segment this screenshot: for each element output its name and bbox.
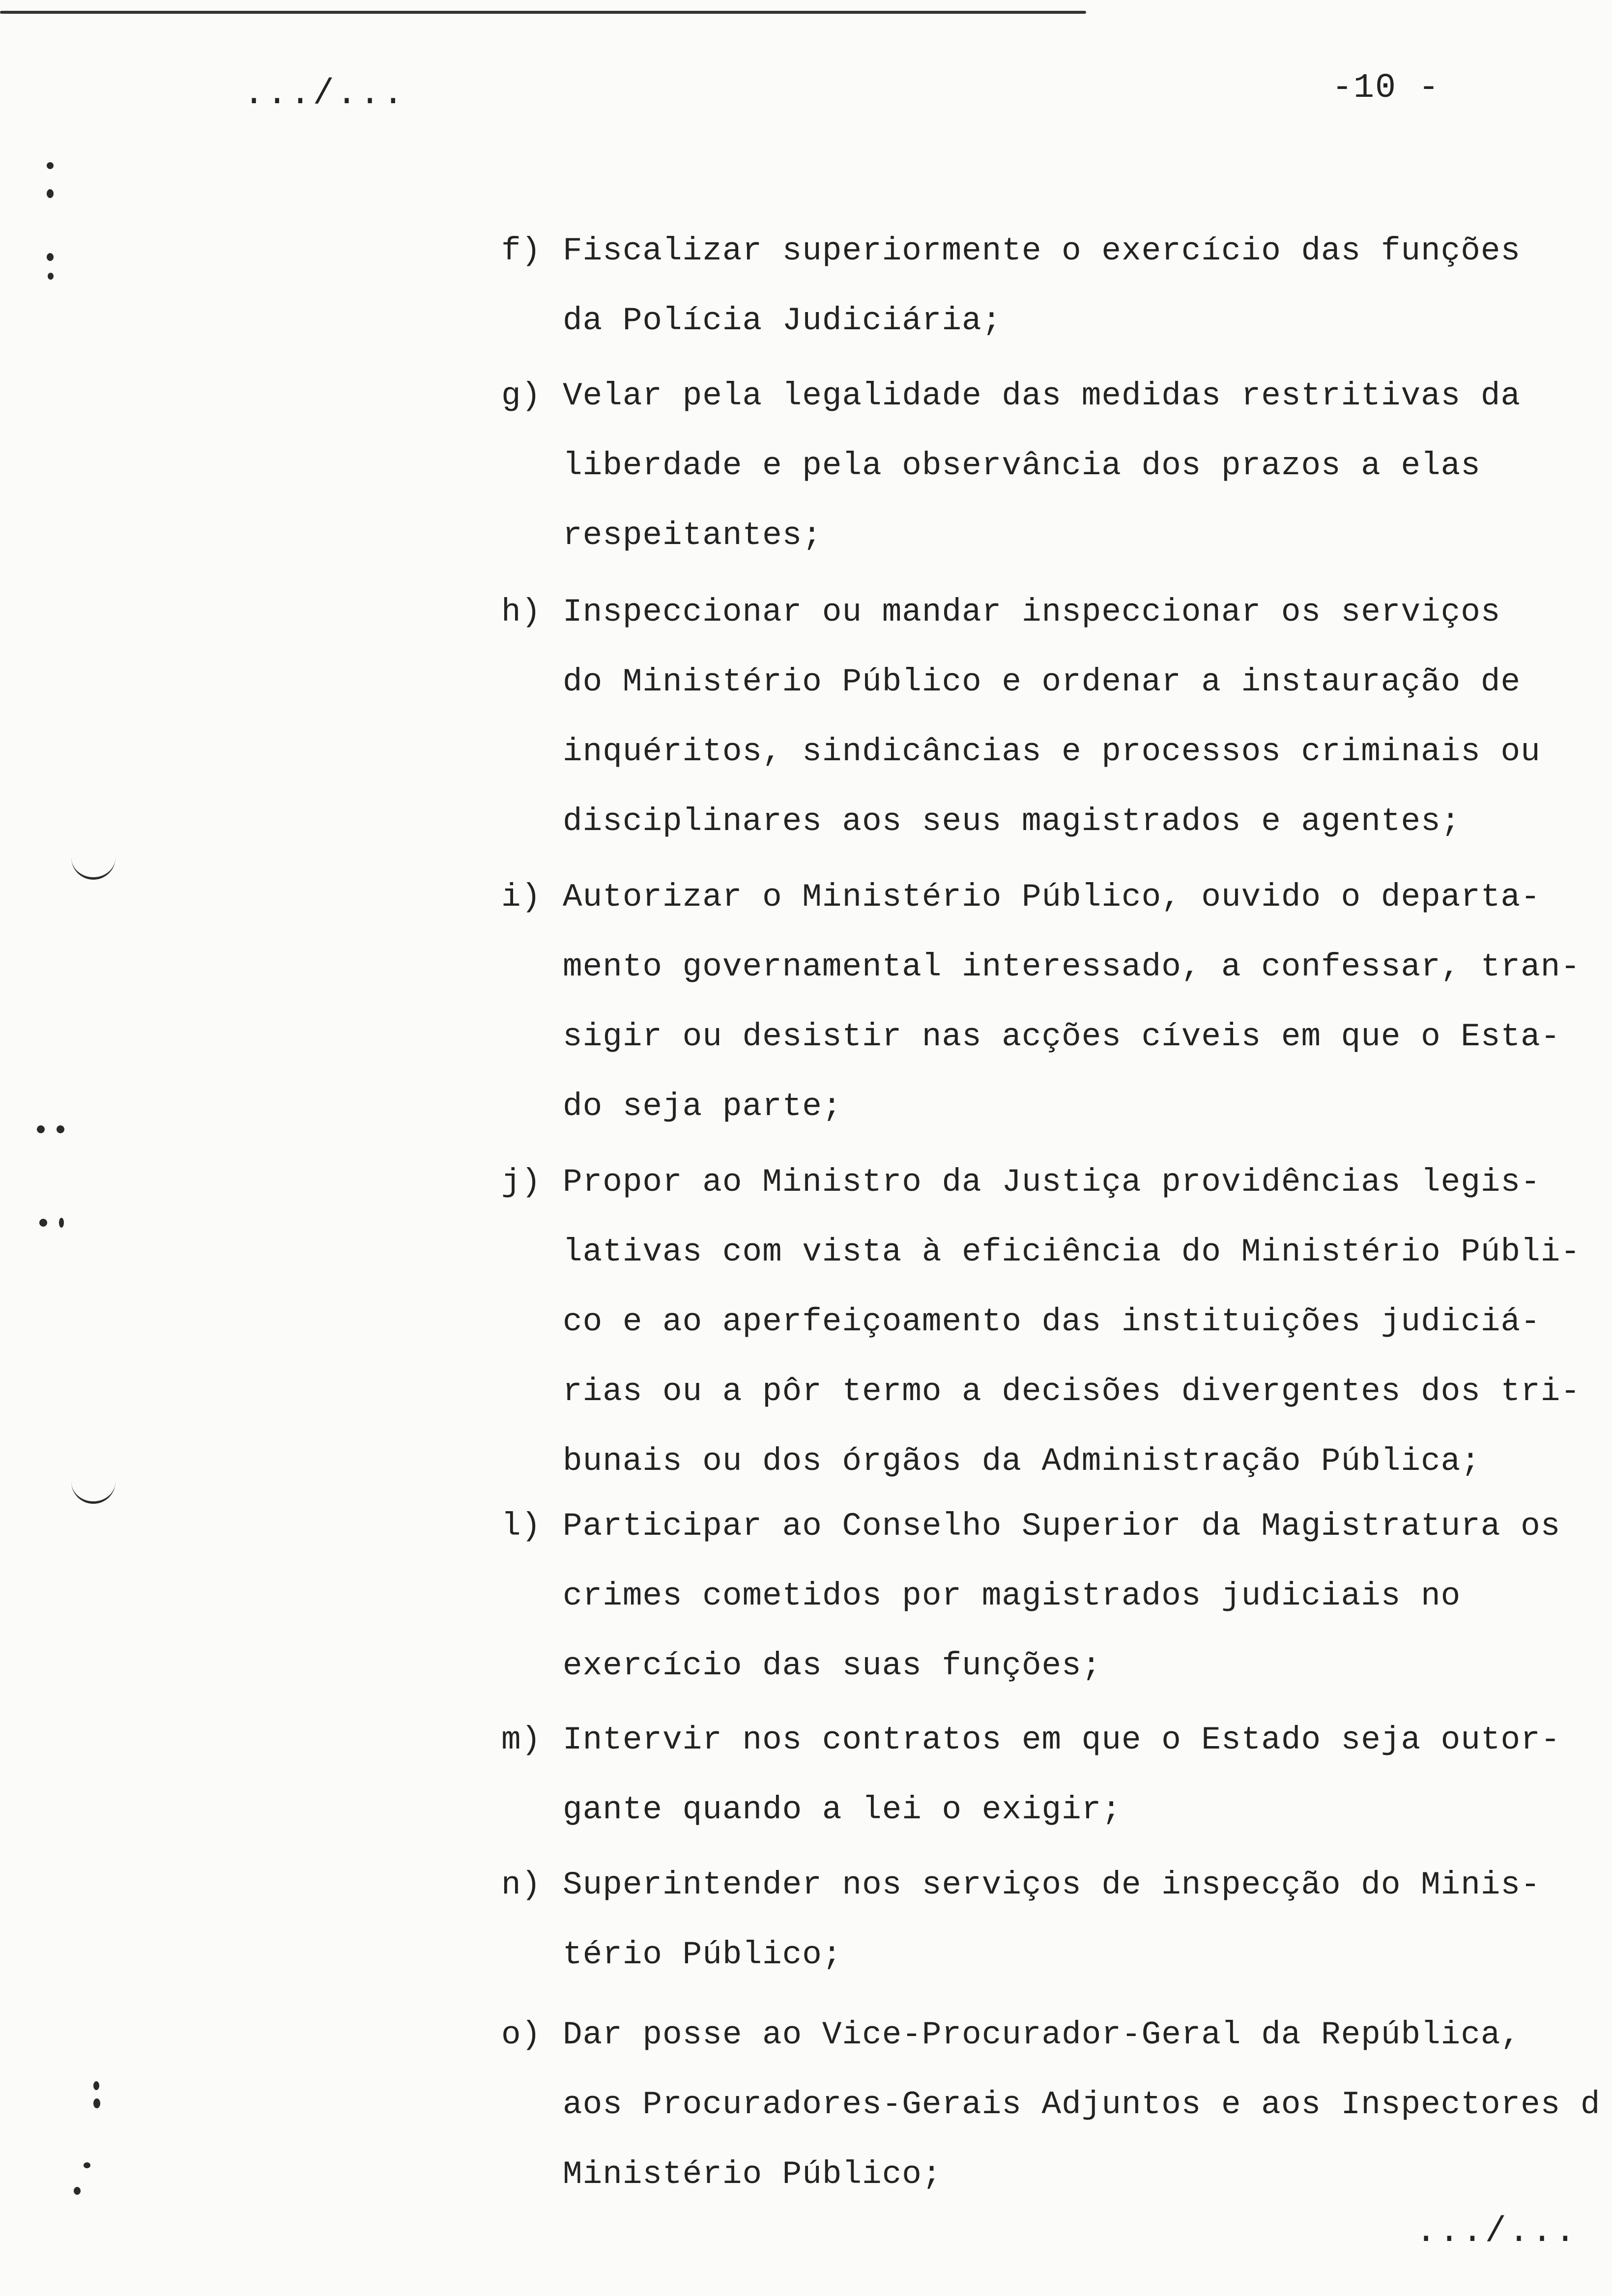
item-line: liberdade e pela observância dos prazos a elas <box>563 447 1481 484</box>
list-item-m <box>501 1705 1612 1845</box>
continuation-marker-bottom: .../... <box>1415 2211 1578 2252</box>
scan-speck <box>47 253 54 261</box>
item-line: respeitantes; <box>563 517 822 554</box>
item-line: do Ministério Público e ordenar a instauração de <box>563 663 1521 700</box>
item-marker: i) <box>501 879 542 916</box>
item-line: co e ao aperfeiçoamento das instituições judiciá- <box>563 1303 1541 1340</box>
item-line: do seja parte; <box>563 1088 842 1125</box>
scan-speck <box>74 2187 81 2195</box>
item-line: bunais ou dos órgãos da Administração Pública; <box>563 1443 1481 1480</box>
item-line: aos Procuradores-Gerais Adjuntos e aos Inspectores d <box>563 2086 1601 2123</box>
item-line: Propor ao Ministro da Justiça providências legis- <box>563 1164 1541 1201</box>
item-marker: j) <box>501 1164 542 1201</box>
scan-speck <box>48 273 54 280</box>
scan-speck <box>37 1125 45 1133</box>
item-line: da Polícia Judiciária; <box>563 302 1002 339</box>
page-number: -10 - <box>1332 69 1440 108</box>
item-line: rias ou a pôr termo a decisões divergentes dos tri- <box>563 1373 1581 1410</box>
item-line: Intervir nos contratos em que o Estado seja outor- <box>563 1722 1561 1758</box>
continuation-marker-top: .../... <box>243 74 406 114</box>
item-marker: o) <box>501 2016 542 2053</box>
item-line: Superintender nos serviços de inspecção do Minis- <box>563 1866 1541 1903</box>
item-line: inquéritos, sindicâncias e processos criminais ou <box>563 733 1541 770</box>
item-line: Participar ao Conselho Superior da Magistratura os <box>563 1508 1561 1545</box>
item-marker: h) <box>501 594 542 631</box>
item-line: exercício das suas funções; <box>563 1647 1102 1684</box>
item-line: Autorizar o Ministério Público, ouvido o departa- <box>563 879 1541 916</box>
punch-hole-mark <box>71 1479 115 1504</box>
item-line: Velar pela legalidade das medidas restritivas da <box>563 377 1521 414</box>
scan-speck <box>39 1219 47 1227</box>
top-rule <box>0 11 1086 14</box>
item-line: Ministério Público; <box>563 2156 942 2193</box>
scan-speck <box>57 1125 64 1133</box>
list-item-l <box>501 1492 1612 1701</box>
list-item-j <box>501 1148 1612 1496</box>
item-marker: f) <box>501 232 542 269</box>
item-line: lativas com vista à eficiência do Ministério Públi- <box>563 1234 1581 1270</box>
item-marker: l) <box>501 1508 542 1545</box>
list-item-n <box>501 1850 1612 1990</box>
scan-speck <box>47 162 54 169</box>
item-marker: m) <box>501 1722 542 1758</box>
item-line: Inspeccionar ou mandar inspeccionar os serviços <box>563 594 1501 631</box>
item-line: Dar posse ao Vice-Procurador-Geral da República, <box>563 2016 1521 2053</box>
item-marker: n) <box>501 1866 542 1903</box>
list-item-o <box>501 2000 1612 2210</box>
scan-speck <box>59 1218 64 1228</box>
item-line: Fiscalizar superiormente o exercício das funções <box>563 232 1521 269</box>
list-item-i <box>501 862 1612 1142</box>
scan-speck <box>84 2162 90 2168</box>
scan-speck <box>47 189 54 198</box>
scan-speck <box>93 2081 99 2090</box>
item-line: mento governamental interessado, a confessar, tran- <box>563 948 1581 985</box>
list-item-h <box>501 577 1612 857</box>
list-item-g <box>501 361 1612 571</box>
scan-speck <box>93 2098 100 2108</box>
item-line: crimes cometidos por magistrados judiciais no <box>563 1578 1461 1614</box>
item-line: disciplinares aos seus magistrados e agentes; <box>563 803 1461 840</box>
list-item-f <box>501 216 1612 356</box>
item-line: tério Público; <box>563 1936 842 1973</box>
item-line: sigir ou desistir nas acções cíveis em que o Esta- <box>563 1018 1561 1055</box>
item-marker: g) <box>501 377 542 414</box>
punch-hole-mark <box>71 855 115 880</box>
item-line: gante quando a lei o exigir; <box>563 1791 1122 1828</box>
